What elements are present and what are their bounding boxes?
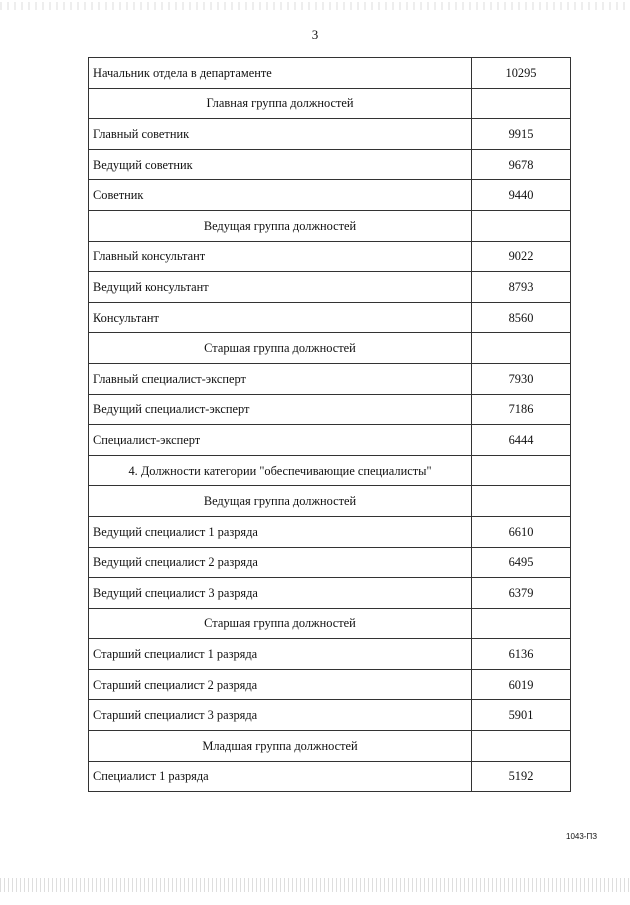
- table-row: [89, 700, 571, 731]
- salary-value-cell: 6495: [472, 547, 571, 578]
- salary-value-cell: [472, 210, 571, 241]
- salary-value-cell: 9440: [472, 180, 571, 211]
- position-name-cell: Специалист-эксперт: [89, 425, 472, 456]
- position-name-cell: Ведущий специалист 2 разряда: [89, 547, 472, 578]
- salary-value-cell: 6444: [472, 425, 571, 456]
- group-title-cell: Старшая группа должностей: [89, 333, 472, 364]
- salary-value-cell: [472, 608, 571, 639]
- table-row: [89, 547, 571, 578]
- position-name-cell: Главный консультант: [89, 241, 472, 272]
- position-name-cell: Специалист 1 разряда: [89, 761, 472, 792]
- position-name-cell: Консультант: [89, 302, 472, 333]
- salary-value-cell: 6019: [472, 669, 571, 700]
- group-title-cell: Главная группа должностей: [89, 88, 472, 119]
- position-name-cell: Ведущий советник: [89, 149, 472, 180]
- position-name-cell: Главный советник: [89, 119, 472, 150]
- salary-value-cell: 8793: [472, 272, 571, 303]
- table-row: [89, 241, 571, 272]
- position-name-cell: Начальник отдела в департаменте: [89, 58, 472, 89]
- group-header-row: [89, 486, 571, 517]
- salary-value-cell: 6610: [472, 516, 571, 547]
- salary-value-cell: [472, 88, 571, 119]
- group-title-cell: Старшая группа должностей: [89, 608, 472, 639]
- table-row: [89, 639, 571, 670]
- table-row: [89, 149, 571, 180]
- page-number: 3: [311, 27, 319, 42]
- salary-value-cell: 6379: [472, 578, 571, 609]
- salary-value-cell: [472, 486, 571, 517]
- salary-value-cell: 6136: [472, 639, 571, 670]
- scan-noise-top: [0, 2, 630, 10]
- salary-value-cell: [472, 455, 571, 486]
- group-header-row: [89, 731, 571, 762]
- table-row: [89, 272, 571, 303]
- group-title-cell: 4. Должности категории "обеспечивающие специалисты": [89, 455, 472, 486]
- position-name-cell: Ведущий специалист-эксперт: [89, 394, 472, 425]
- position-name-cell: Ведущий специалист 1 разряда: [89, 516, 472, 547]
- salary-value-cell: [472, 731, 571, 762]
- position-name-cell: Ведущий консультант: [89, 272, 472, 303]
- group-header-row: [89, 608, 571, 639]
- group-title-cell: Ведущая группа должностей: [89, 210, 472, 241]
- group-title-cell: Ведущая группа должностей: [89, 486, 472, 517]
- group-title-cell: Младшая группа должностей: [89, 731, 472, 762]
- table-row: [89, 363, 571, 394]
- salary-value-cell: 9915: [472, 119, 571, 150]
- table-row: [89, 394, 571, 425]
- table-row: [89, 761, 571, 792]
- group-header-row: [89, 333, 571, 364]
- salary-value-cell: 5192: [472, 761, 571, 792]
- position-name-cell: Советник: [89, 180, 472, 211]
- table-row: [89, 516, 571, 547]
- salary-value-cell: [472, 333, 571, 364]
- salary-value-cell: 9678: [472, 149, 571, 180]
- table-row: [89, 302, 571, 333]
- salary-value-cell: 7930: [472, 363, 571, 394]
- position-name-cell: Старший специалист 1 разряда: [89, 639, 472, 670]
- group-header-row: [89, 210, 571, 241]
- salary-value-cell: 8560: [472, 302, 571, 333]
- table-row: [89, 180, 571, 211]
- table-row: [89, 119, 571, 150]
- salary-value-cell: 5901: [472, 700, 571, 731]
- position-name-cell: Ведущий специалист 3 разряда: [89, 578, 472, 609]
- salary-value-cell: 7186: [472, 394, 571, 425]
- salary-table: [88, 57, 571, 792]
- table-row: [89, 425, 571, 456]
- position-name-cell: Главный специалист-эксперт: [89, 363, 472, 394]
- position-name-cell: Старший специалист 3 разряда: [89, 700, 472, 731]
- position-name-cell: Старший специалист 2 разряда: [89, 669, 472, 700]
- group-header-row: [89, 455, 571, 486]
- salary-value-cell: 10295: [472, 58, 571, 89]
- scan-noise-bottom: [0, 878, 630, 892]
- group-header-row: [89, 88, 571, 119]
- table-body: [89, 58, 571, 792]
- table-row: [89, 578, 571, 609]
- table-row: [89, 669, 571, 700]
- salary-value-cell: 9022: [472, 241, 571, 272]
- footer-document-code: 1043-ПЗ: [566, 832, 598, 841]
- table-row: [89, 58, 571, 89]
